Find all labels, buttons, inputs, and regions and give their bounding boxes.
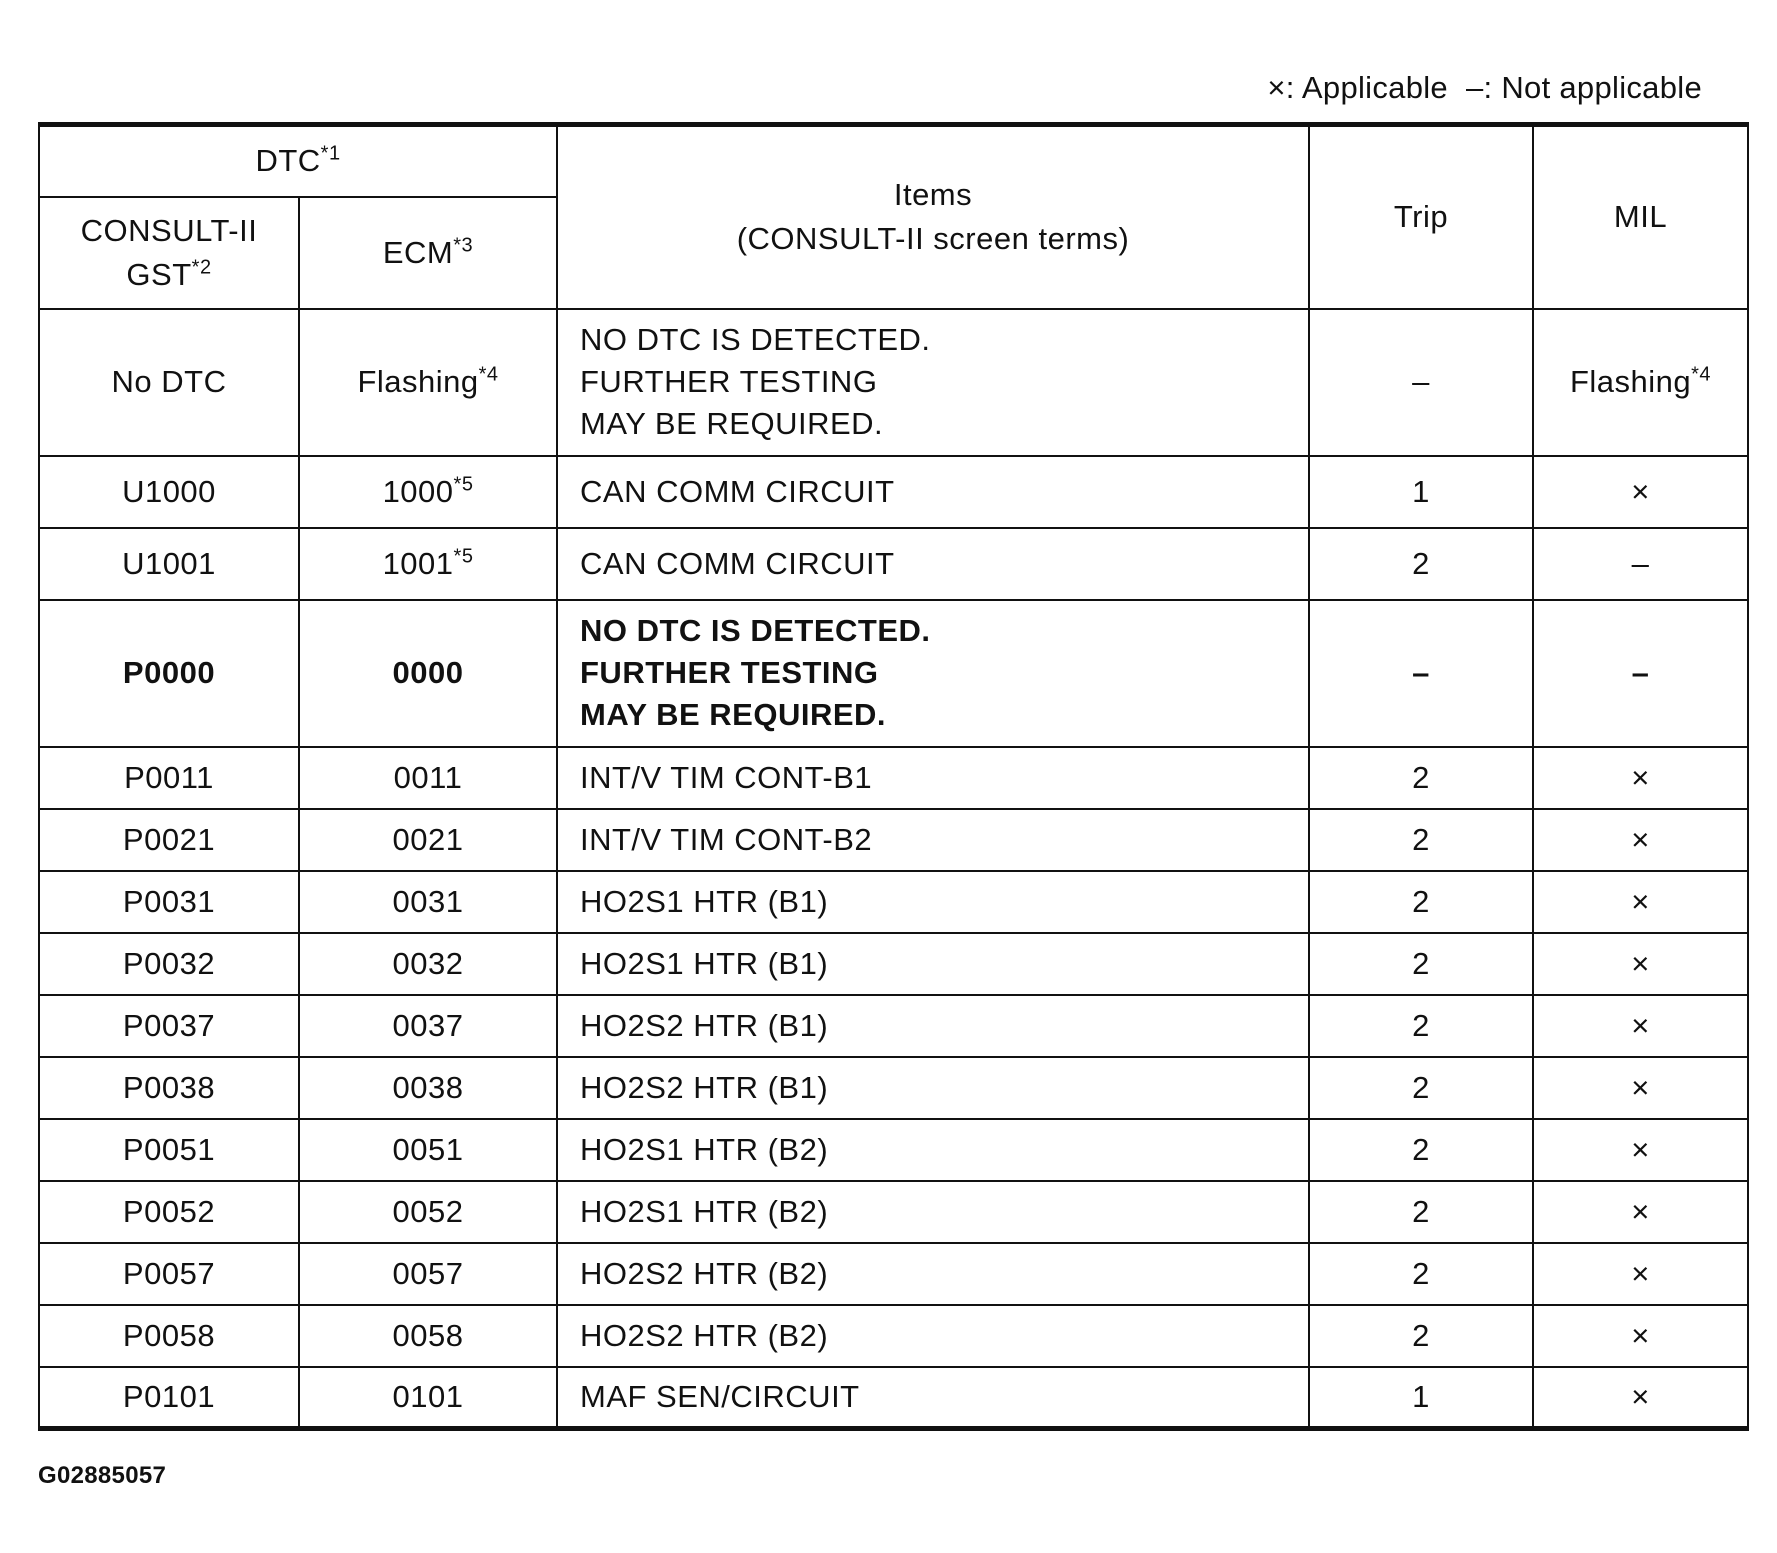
cell-ecm: 0058	[299, 1305, 557, 1367]
table-row	[39, 871, 1748, 933]
cell-consult-gst: P0032	[39, 933, 299, 995]
cell-trip: 2	[1309, 1119, 1533, 1181]
table-row	[39, 995, 1748, 1057]
cell-mil: ×	[1533, 871, 1748, 933]
cell-items: HO2S1 HTR (B2)	[557, 1181, 1309, 1243]
cell-mil: ×	[1533, 747, 1748, 809]
cell-trip: 2	[1309, 871, 1533, 933]
table-row	[39, 528, 1748, 600]
legend-not-applicable: –: Not applicable	[1465, 70, 1702, 105]
cell-items: INT/V TIM CONT-B2	[557, 809, 1309, 871]
cell-items: INT/V TIM CONT-B1	[557, 747, 1309, 809]
cell-trip: 2	[1309, 1243, 1533, 1305]
cell-ecm: 0051	[299, 1119, 557, 1181]
cell-consult-gst: U1001	[39, 528, 299, 600]
cell-items: CAN COMM CIRCUIT	[557, 456, 1309, 528]
cell-mil: ×	[1533, 933, 1748, 995]
cell-mil: ×	[1533, 456, 1748, 528]
cell-consult-gst: P0052	[39, 1181, 299, 1243]
cell-mil: ×	[1533, 1119, 1748, 1181]
cell-consult-gst: P0037	[39, 995, 299, 1057]
cell-trip: 1	[1309, 1367, 1533, 1429]
cell-consult-gst: P0021	[39, 809, 299, 871]
cell-items: HO2S2 HTR (B2)	[557, 1243, 1309, 1305]
cell-trip: 2	[1309, 1057, 1533, 1119]
legend-applicable: ×: Applicable	[1267, 70, 1448, 105]
cell-consult-gst: P0011	[39, 747, 299, 809]
cell-ecm: 0011	[299, 747, 557, 809]
table-row	[39, 1119, 1748, 1181]
cell-consult-gst: P0057	[39, 1243, 299, 1305]
table-body	[39, 309, 1748, 1429]
cell-ecm: 0101	[299, 1367, 557, 1429]
table-row	[39, 747, 1748, 809]
cell-trip: –	[1309, 600, 1533, 747]
cell-ecm: 0052	[299, 1181, 557, 1243]
cell-mil: –	[1533, 600, 1748, 747]
cell-ecm: 1000$^{*5}$	[299, 456, 557, 528]
table-header	[39, 125, 1748, 309]
cell-ecm: 0021	[299, 809, 557, 871]
table-row	[39, 1243, 1748, 1305]
dtc-table	[38, 122, 1749, 1431]
cell-items: NO DTC IS DETECTED. FURTHER TESTING MAY BE REQUIRED.	[557, 309, 1309, 456]
cell-trip: 1	[1309, 456, 1533, 528]
cell-ecm: 0000	[299, 600, 557, 747]
table-row	[39, 1305, 1748, 1367]
table-row	[39, 1367, 1748, 1429]
cell-mil: ×	[1533, 809, 1748, 871]
cell-trip: –	[1309, 309, 1533, 456]
header-mil: MIL	[1533, 125, 1748, 309]
cell-ecm: 1001$^{*5}$	[299, 528, 557, 600]
header-items: Items (CONSULT-II screen terms)	[557, 125, 1309, 309]
cell-items: CAN COMM CIRCUIT	[557, 528, 1309, 600]
cell-consult-gst: P0101	[39, 1367, 299, 1429]
cell-items: HO2S2 HTR (B2)	[557, 1305, 1309, 1367]
table-row	[39, 456, 1748, 528]
cell-items: HO2S2 HTR (B1)	[557, 1057, 1309, 1119]
cell-ecm: 0057	[299, 1243, 557, 1305]
cell-trip: 2	[1309, 995, 1533, 1057]
cell-consult-gst: P0051	[39, 1119, 299, 1181]
cell-trip: 2	[1309, 1181, 1533, 1243]
cell-mil: ×	[1533, 1305, 1748, 1367]
cell-items: HO2S1 HTR (B1)	[557, 871, 1309, 933]
cell-consult-gst: P0031	[39, 871, 299, 933]
cell-trip: 2	[1309, 1305, 1533, 1367]
cell-items: HO2S1 HTR (B2)	[557, 1119, 1309, 1181]
table-row	[39, 1057, 1748, 1119]
header-ecm: ECM$^{*3}$	[299, 197, 557, 309]
cell-ecm: 0032	[299, 933, 557, 995]
cell-mil: ×	[1533, 1181, 1748, 1243]
cell-consult-gst: P0000	[39, 600, 299, 747]
cell-ecm: Flashing$^{*4}$	[299, 309, 557, 456]
cell-mil: –	[1533, 528, 1748, 600]
cell-consult-gst: U1000	[39, 456, 299, 528]
cell-mil: ×	[1533, 1243, 1748, 1305]
cell-ecm: 0031	[299, 871, 557, 933]
cell-items: MAF SEN/CIRCUIT	[557, 1367, 1309, 1429]
cell-consult-gst: No DTC	[39, 309, 299, 456]
header-dtc: DTC$^{*1}$	[39, 125, 557, 197]
cell-ecm: 0037	[299, 995, 557, 1057]
table-row	[39, 600, 1748, 747]
cell-trip: 2	[1309, 933, 1533, 995]
cell-trip: 2	[1309, 528, 1533, 600]
cell-mil: ×	[1533, 1057, 1748, 1119]
cell-ecm: 0038	[299, 1057, 557, 1119]
cell-items: HO2S2 HTR (B1)	[557, 995, 1309, 1057]
legend	[1267, 70, 1702, 106]
table-row	[39, 309, 1748, 456]
cell-mil: Flashing$^{*4}$	[1533, 309, 1748, 456]
cell-mil: ×	[1533, 1367, 1748, 1429]
cell-items: HO2S1 HTR (B1)	[557, 933, 1309, 995]
table-row	[39, 1181, 1748, 1243]
table-row	[39, 933, 1748, 995]
cell-trip: 2	[1309, 747, 1533, 809]
figure-id: G02885057	[38, 1462, 167, 1489]
cell-items: NO DTC IS DETECTED. FURTHER TESTING MAY BE REQUIRED.	[557, 600, 1309, 747]
cell-consult-gst: P0038	[39, 1057, 299, 1119]
cell-consult-gst: P0058	[39, 1305, 299, 1367]
cell-trip: 2	[1309, 809, 1533, 871]
header-trip: Trip	[1309, 125, 1533, 309]
table-row	[39, 809, 1748, 871]
cell-mil: ×	[1533, 995, 1748, 1057]
header-consult-gst: CONSULT-II GST$^{*2}$	[39, 197, 299, 309]
